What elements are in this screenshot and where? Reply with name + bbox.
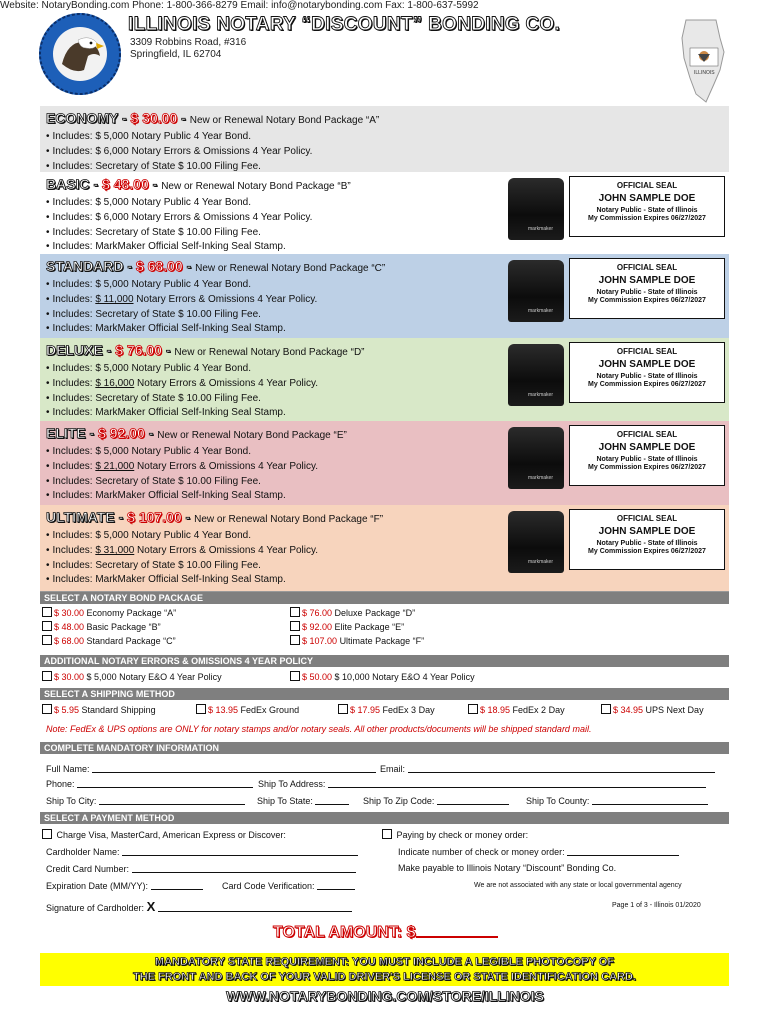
cardholder-line[interactable]	[122, 846, 358, 856]
package-price: $ 76.00	[115, 342, 162, 358]
store-url[interactable]: WWW.NOTARYBONDING.COM/STORE/ILLINOIS	[226, 988, 544, 1004]
package-basic	[40, 172, 729, 255]
seal-line-3: Notary Public - State of Illinois	[596, 373, 698, 380]
include-item: • Includes: $ 31,000 Notary Errors & Omissions 4 Year Policy.	[46, 544, 318, 559]
seal-line-4: My Commission Expires 06/27/2027	[588, 548, 706, 555]
include-item: • Includes: $ 5,000 Notary Public 4 Year Bond.	[46, 196, 312, 211]
seal-line-3: Notary Public - State of Illinois	[596, 289, 698, 296]
company-name: ILLINOIS NOTARY “DISCOUNT” BONDING CO.	[128, 14, 561, 35]
package-includes	[46, 130, 312, 174]
include-item: • Includes: MarkMaker Official Self-Inking Seal Stamp.	[46, 406, 318, 421]
check-number-field[interactable]: Indicate number of check or money order:	[398, 846, 679, 857]
checkbox-icon[interactable]	[338, 704, 348, 714]
checkbox-icon[interactable]	[382, 829, 392, 839]
package-description: New or Renewal Notary Bond Package “F”	[194, 514, 384, 525]
seal-line-1: OFFICIAL SEAL	[616, 514, 678, 523]
package-price: $ 30.00	[130, 110, 178, 126]
full-name-field[interactable]: Full Name:	[46, 763, 376, 774]
package-includes	[46, 362, 318, 421]
signature-x: X	[146, 899, 156, 914]
section-header-info: COMPLETE MANDATORY INFORMATION	[40, 742, 729, 754]
include-item: • Includes: Secretary of State $ 10.00 Filing Fee.	[46, 226, 312, 241]
additional-option[interactable]: $ 50.00 $ 10,000 Notary E&O 4 Year Policy	[290, 671, 475, 682]
checkbox-icon[interactable]	[290, 621, 300, 631]
package-name: ELITE	[46, 425, 86, 441]
package-description: New or Renewal Notary Bond Package “C”	[195, 263, 386, 274]
package-price: $ 107.00	[127, 509, 182, 525]
ship-state-line[interactable]	[315, 795, 349, 805]
package-title: ELITE - $ 92.00 - New or Renewal Notary Bond Package “E”	[46, 425, 347, 441]
check-number-line[interactable]	[567, 846, 679, 856]
checkbox-icon[interactable]	[42, 635, 52, 645]
checkbox-icon[interactable]	[290, 671, 300, 681]
package-elite	[40, 421, 729, 506]
include-item: • Includes: $ 6,000 Notary Errors & Omissions 4 Year Policy.	[46, 145, 312, 160]
stamp-image	[508, 344, 564, 406]
seal-sample	[569, 509, 725, 570]
include-item: • Includes: $ 5,000 Notary Public 4 Year Bond.	[46, 445, 318, 460]
include-item: • Includes: Secretary of State $ 10.00 Filing Fee.	[46, 559, 318, 574]
package-name: BASIC	[46, 176, 90, 192]
notary-bonding-logo	[38, 12, 122, 96]
checkbox-icon[interactable]	[42, 704, 52, 714]
checkbox-icon[interactable]	[42, 671, 52, 681]
card-number-line[interactable]	[132, 863, 356, 873]
signature-line[interactable]	[158, 902, 352, 912]
package-description: New or Renewal Notary Bond Package “D”	[174, 347, 365, 358]
seal-line-4: My Commission Expires 06/27/2027	[588, 297, 706, 304]
package-name: ULTIMATE	[46, 509, 115, 525]
package-title: STANDARD - $ 68.00 - New or Renewal Notary Bond Package “C”	[46, 258, 386, 274]
include-item: • Includes: MarkMaker Official Self-Inking Seal Stamp.	[46, 322, 317, 337]
shipping-option[interactable]: $ 5.95 Standard Shipping	[42, 704, 156, 715]
package-price: $ 48.00	[102, 176, 149, 192]
package-title: ULTIMATE - $ 107.00 - New or Renewal Notary Bond Package “F”	[46, 509, 384, 525]
include-item: • Includes: $ 6,000 Notary Errors & Omissions 4 Year Policy.	[46, 211, 312, 226]
include-item: • Includes: Secretary of State $ 10.00 Filing Fee.	[46, 392, 318, 407]
include-item: • Includes: MarkMaker Official Self-Inking Seal Stamp.	[46, 240, 312, 255]
seal-line-1: OFFICIAL SEAL	[616, 430, 678, 439]
package-option[interactable]: $ 76.00 Deluxe Package “D”	[290, 607, 415, 618]
disclaimer: We are not associated with any state or local governmental agency	[474, 882, 682, 889]
ship-address-field[interactable]: Ship To Address:	[258, 778, 706, 789]
ship-city-line[interactable]	[99, 795, 245, 805]
shipping-option[interactable]: $ 17.95 FedEx 3 Day	[338, 704, 435, 715]
package-economy	[40, 106, 729, 173]
seal-line-1: OFFICIAL SEAL	[616, 347, 678, 356]
ship-zip-line[interactable]	[437, 795, 509, 805]
seal-line-2: JOHN SAMPLE DOE	[598, 359, 696, 370]
payable-text: Make payable to Illinois Notary “Discount” Bonding Co.	[398, 863, 617, 873]
include-item: • Includes: $ 11,000 Notary Errors & Omissions 4 Year Policy.	[46, 293, 317, 308]
signature-field[interactable]: Signature of Cardholder: X	[46, 899, 352, 914]
package-name: ECONOMY	[46, 110, 119, 126]
package-description: New or Renewal Notary Bond Package “B”	[161, 181, 351, 192]
package-title: DELUXE - $ 76.00 - New or Renewal Notary Bond Package “D”	[46, 342, 365, 358]
stamp-brand: markmaker	[528, 475, 554, 481]
include-item: • Includes: Secretary of State $ 10.00 Filing Fee.	[46, 160, 312, 175]
checkbox-icon[interactable]	[290, 635, 300, 645]
package-description: New or Renewal Notary Bond Package “A”	[189, 115, 380, 126]
include-item: • Includes: Secretary of State $ 10.00 Filing Fee.	[46, 475, 318, 490]
package-option[interactable]: $ 68.00 Standard Package “C”	[42, 635, 176, 646]
package-includes	[46, 445, 318, 504]
state-label: ILLINOIS	[694, 70, 715, 76]
stamp-brand: markmaker	[528, 308, 554, 314]
seal-sample	[569, 176, 725, 237]
package-includes	[46, 529, 318, 588]
shipping-option[interactable]: $ 18.95 FedEx 2 Day	[468, 704, 565, 715]
ship-county-field[interactable]: Ship To County:	[526, 795, 708, 806]
stamp-image	[508, 260, 564, 322]
checkbox-icon[interactable]	[42, 829, 52, 839]
total-amount[interactable]: TOTAL AMOUNT: $	[273, 922, 498, 942]
section-header-additional: ADDITIONAL NOTARY ERRORS & OMISSIONS 4 YEAR POLICY	[40, 655, 729, 667]
ship-address-line[interactable]	[328, 778, 706, 788]
package-standard	[40, 254, 729, 339]
seal-line-1: OFFICIAL SEAL	[616, 181, 678, 190]
ship-zip-field[interactable]: Ship To Zip Code:	[363, 795, 509, 806]
checkbox-icon[interactable]	[42, 621, 52, 631]
page-number: Page 1 of 3 - Illinois 01/2020	[612, 902, 701, 909]
package-price: $ 68.00	[135, 258, 183, 274]
section-header-package: SELECT A NOTARY BOND PACKAGE	[40, 592, 729, 604]
stamp-brand: markmaker	[528, 559, 554, 565]
check-option[interactable]: Paying by check or money order:	[382, 829, 528, 840]
card-number-field[interactable]: Credit Card Number:	[46, 863, 356, 874]
address-line-1: 3309 Robbins Road, #316	[130, 37, 247, 48]
phone-field[interactable]: Phone:	[46, 778, 253, 789]
stamp-image	[508, 427, 564, 489]
ship-county-line[interactable]	[592, 795, 708, 805]
package-description: New or Renewal Notary Bond Package “E”	[157, 430, 347, 441]
package-includes	[46, 278, 317, 337]
seal-line-4: My Commission Expires 06/27/2027	[588, 381, 706, 388]
package-name: STANDARD	[46, 258, 124, 274]
include-item: • Includes: $ 5,000 Notary Public 4 Year Bond.	[46, 529, 318, 544]
include-item: • Includes: Secretary of State $ 10.00 Filing Fee.	[46, 308, 317, 323]
package-price: $ 92.00	[98, 425, 145, 441]
package-includes	[46, 196, 312, 255]
checkbox-icon[interactable]	[196, 704, 206, 714]
illinois-state-flag-icon	[676, 18, 728, 104]
seal-sample	[569, 425, 725, 486]
package-option[interactable]: $ 107.00 Ultimate Package “F”	[290, 635, 424, 646]
ship-city-field[interactable]: Ship To City:	[46, 795, 245, 806]
mandatory-requirement	[40, 953, 729, 986]
charge-option[interactable]: Charge Visa, MasterCard, American Express or Discover:	[42, 829, 286, 840]
shipping-option[interactable]: $ 13.95 FedEx Ground	[196, 704, 299, 715]
seal-line-2: JOHN SAMPLE DOE	[598, 526, 696, 537]
contact-info: Website: NotaryBonding.com Phone: 1-800-366-8279 Email: info@notarybonding.com Fax: 1-800-637-5992	[0, 0, 479, 11]
include-item: • Includes: $ 5,000 Notary Public 4 Year Bond.	[46, 278, 317, 293]
include-item: • Includes: $ 16,000 Notary Errors & Omissions 4 Year Policy.	[46, 377, 318, 392]
stamp-image	[508, 511, 564, 573]
seal-line-3: Notary Public - State of Illinois	[596, 540, 698, 547]
package-ultimate	[40, 505, 729, 592]
seal-line-2: JOHN SAMPLE DOE	[598, 275, 696, 286]
seal-sample	[569, 258, 725, 319]
package-name: DELUXE	[46, 342, 103, 358]
expiration-field[interactable]: Expiration Date (MM/YY):	[46, 880, 203, 891]
total-line[interactable]	[416, 922, 498, 938]
cvv-field[interactable]: Card Code Verification:	[222, 880, 355, 891]
cvv-line[interactable]	[317, 880, 355, 890]
mandatory-line-2: THE FRONT AND BACK OF YOUR VALID DRIVER'S LICENSE OR STATE IDENTIFICATION CARD.	[133, 971, 636, 983]
email-line[interactable]	[408, 763, 715, 773]
seal-sample	[569, 342, 725, 403]
package-option[interactable]: $ 48.00 Basic Package “B”	[42, 621, 161, 632]
package-deluxe	[40, 338, 729, 422]
checkbox-icon[interactable]	[42, 607, 52, 617]
additional-option[interactable]: $ 30.00 $ 5,000 Notary E&O 4 Year Policy	[42, 671, 222, 682]
checkbox-icon[interactable]	[290, 607, 300, 617]
seal-line-3: Notary Public - State of Illinois	[596, 207, 698, 214]
seal-line-2: JOHN SAMPLE DOE	[598, 193, 696, 204]
seal-line-3: Notary Public - State of Illinois	[596, 456, 698, 463]
seal-line-4: My Commission Expires 06/27/2027	[588, 464, 706, 471]
phone-line[interactable]	[77, 778, 253, 788]
include-item: • Includes: MarkMaker Official Self-Inking Seal Stamp.	[46, 489, 318, 504]
package-option[interactable]: $ 92.00 Elite Package “E”	[290, 621, 404, 632]
expiration-line[interactable]	[151, 880, 203, 890]
include-item: • Includes: MarkMaker Official Self-Inking Seal Stamp.	[46, 573, 318, 588]
shipping-option[interactable]: $ 34.95 UPS Next Day	[601, 704, 704, 715]
seal-line-4: My Commission Expires 06/27/2027	[588, 215, 706, 222]
include-item: • Includes: $ 5,000 Notary Public 4 Year Bond.	[46, 362, 318, 377]
section-header-shipping: SELECT A SHIPPING METHOD	[40, 688, 729, 700]
shipping-note: Note: FedEx & UPS options are ONLY for notary stamps and/or notary seals. All other products/documents will be shipped standard mail.	[46, 724, 592, 734]
seal-line-2: JOHN SAMPLE DOE	[598, 442, 696, 453]
email-field[interactable]: Email:	[380, 763, 715, 774]
stamp-image	[508, 178, 564, 240]
stamp-brand: markmaker	[528, 392, 554, 398]
section-header-payment: SELECT A PAYMENT METHOD	[40, 812, 729, 824]
include-item: • Includes: $ 5,000 Notary Public 4 Year Bond.	[46, 130, 312, 145]
checkbox-icon[interactable]	[601, 704, 611, 714]
package-option[interactable]: $ 30.00 Economy Package “A”	[42, 607, 176, 618]
seal-line-1: OFFICIAL SEAL	[616, 263, 678, 272]
ship-state-field[interactable]: Ship To State:	[257, 795, 349, 806]
package-title: ECONOMY - $ 30.00 - New or Renewal Notary Bond Package “A”	[46, 110, 380, 126]
cardholder-field[interactable]: Cardholder Name:	[46, 846, 358, 857]
stamp-brand: markmaker	[528, 226, 554, 232]
address-line-2: Springfield, IL 62704	[130, 49, 222, 60]
full-name-line[interactable]	[92, 763, 376, 773]
include-item: • Includes: $ 21,000 Notary Errors & Omissions 4 Year Policy.	[46, 460, 318, 475]
mandatory-line-1: MANDATORY STATE REQUIREMENT: YOU MUST INCLUDE A LEGIBLE PHOTOCOPY OF	[154, 956, 615, 968]
package-title: BASIC - $ 48.00 - New or Renewal Notary Bond Package “B”	[46, 176, 351, 192]
checkbox-icon[interactable]	[468, 704, 478, 714]
